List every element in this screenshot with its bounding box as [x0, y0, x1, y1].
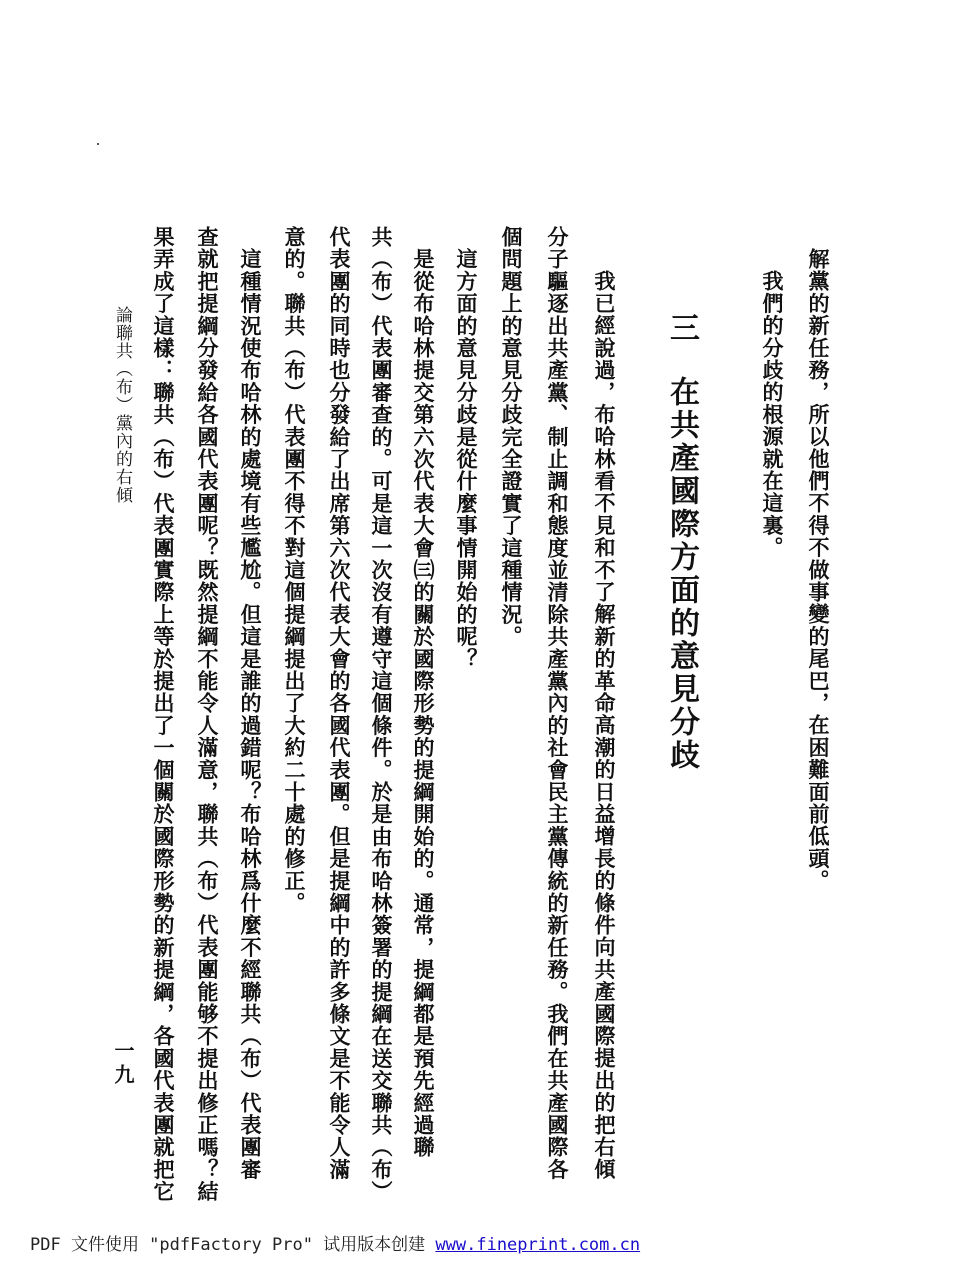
text-column-15: 果弄成了這樣：聯共（布）代表團實際上等於提出了一個關於國際形勢的新提綱，各國代表團就把它: [151, 226, 176, 1203]
text-column-2: 我們的分歧的根源就在這裏。: [760, 248, 785, 559]
fineprint-link[interactable]: www.fineprint.com.cn: [435, 1235, 641, 1255]
running-head: 論聯共（布）黨內的右傾: [112, 306, 132, 504]
scan-speck: [97, 143, 99, 145]
text-column-11: 代表團的同時也分發給了出席第六次代表大會的各國代表團。但是提綱中的許多條文是不能令人滿: [327, 226, 352, 1181]
page-number: 一九: [111, 1040, 135, 1088]
text-column-1: 解黨的新任務，所以他們不得不做事變的尾巴，在困難面前低頭。: [806, 248, 831, 892]
text-column-10: 共（布）代表團審查的。可是這一次沒有遵守這個條件。於是由布哈林簽署的提綱在送交聯共（布）: [369, 226, 394, 1203]
text-column-8: 這方面的意見分歧是從什麼事情開始的呢？: [454, 226, 479, 670]
section-number: 三: [664, 312, 699, 342]
section-title: 在共產國際方面的意見分歧: [664, 376, 699, 772]
text-column-12: 意的。聯共（布）代表團不得不對這個提綱提出了大約二十處的修正。: [282, 226, 307, 915]
text-column-5: 我已經說過，布哈林看不見和不了解新的革命高潮的日益增長的條件向共產國際提出的把右傾: [592, 248, 617, 1181]
pdf-footer: [30, 1230, 640, 1255]
text-column-6: 分子驅逐出共產黨、制止調和態度並清除共產黨內的社會民主黨傳統的新任務。我們在共產國際各: [545, 226, 570, 1181]
text-column-13: 這種情況使布哈林的處境有些尷尬。但這是誰的過錯呢？布哈林爲什麼不經聯共（布）代表團審: [238, 226, 263, 1181]
footer-text: PDF 文件使用 "pdfFactory Pro" 试用版本创建: [30, 1235, 436, 1255]
section-heading: [664, 312, 699, 772]
text-column-14: 查就把提綱分發給各國代表團呢？既然提綱不能令人滿意，聯共（布）代表團能够不提出修正嗎？結: [195, 226, 220, 1203]
text-column-7: 個問題上的意見分歧完全證實了這種情況。: [499, 226, 524, 648]
text-column-9: 是從布哈林提交第六次代表大會㈢的關於國際形勢的提綱開始的。通常，提綱都是預先經過聯: [411, 226, 436, 1159]
